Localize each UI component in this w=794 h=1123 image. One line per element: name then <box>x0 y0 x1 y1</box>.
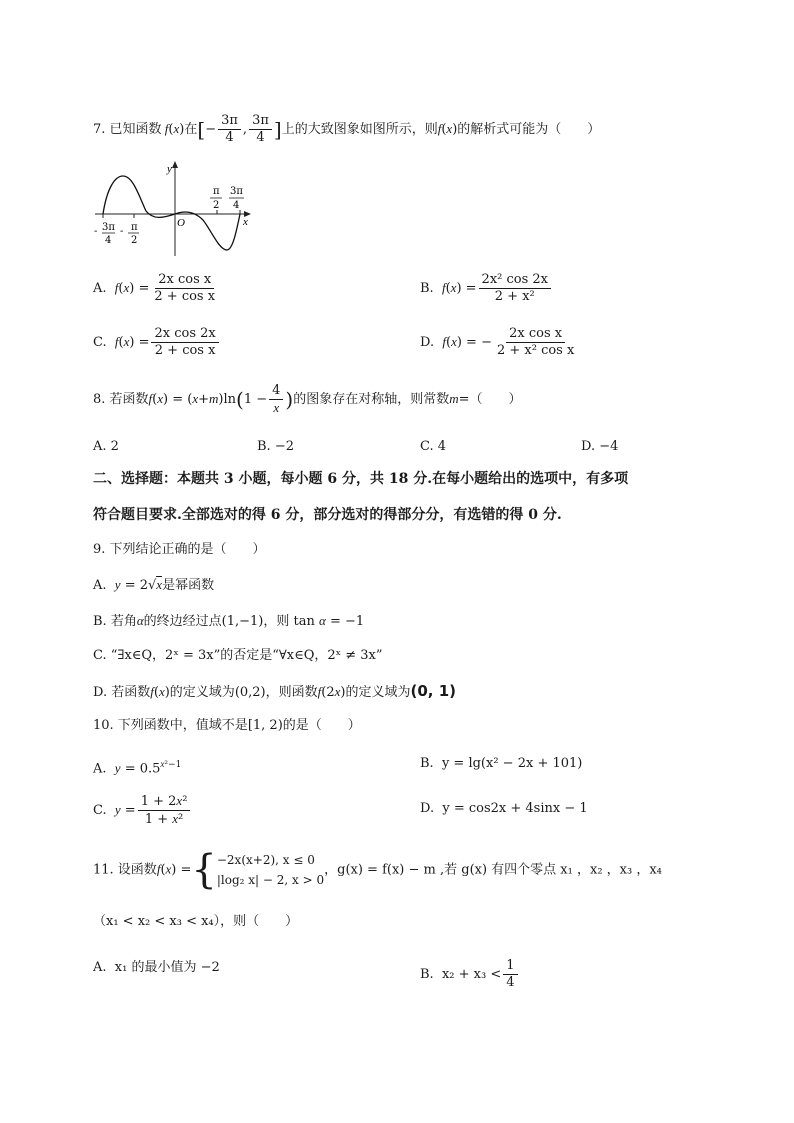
q10-option-c: C. y = $\frac{\text{1 + 2x²}}{\text{1 + x²}}$ <box>93 793 192 828</box>
q7-option-c: C. f(x) = $\frac{\text{2x cos 2x}}{\text{2 + cos x}}$ <box>93 326 221 359</box>
q7-interval-right: $\frac{3\pi}{4}$ <box>249 113 272 146</box>
tick-3pi4-den: 4 <box>233 200 240 211</box>
q7-stem: 7. 已知函数 f(x)在[− $\frac{3\pi}{4}$ , $\frac{3\pi}{4}$ ]上的大致图象如图所示，则f(x)的解析式可能为（ ） <box>93 113 601 145</box>
q11-case1: −2x(x+2), x ≤ 0 <box>216 853 315 867</box>
tick-pi2-den: 2 <box>213 200 220 211</box>
q10-stem: 10. 下列函数中，值域不是[1, 2)的是（ ） <box>93 718 361 733</box>
q8-stem: 8. 若函数f(x) = (x+m)ln(1 − $\frac{4}{x}$ )的图象存在对称轴，则常数m=（ ） <box>93 383 522 415</box>
q7-option-b: B. f(x) = $\frac{\text{2x² cos 2x}}{\text{2 + x²}}$ <box>420 272 553 305</box>
q8-option-b: B. −2 <box>257 439 294 454</box>
q7-option-a: A. f(x) = $\frac{\text{2x cos x}}{\text{2 + cos x}}$ <box>93 272 216 304</box>
tick-neg-pi2-num: π <box>131 222 138 233</box>
section2-line1: 二、选择题：本题共 3 小题，每小题 6 分，共 18 分.在每小题给出的选项中，有多项 <box>93 471 629 487</box>
tick-neg-pi2-den: 2 <box>131 235 138 246</box>
q7-prefix: 7. 已知函数 <box>93 122 162 137</box>
tick-3pi4-num: 3π <box>230 186 243 197</box>
q7-interval-left: $\frac{3\pi}{4}$ <box>218 113 241 146</box>
q9-option-c: C. “∃x∈Q，2ˣ = 3x”的否定是“∀x∈Q，2ˣ ≠ 3x” <box>93 648 383 663</box>
q8-option-c: C. 4 <box>420 439 447 454</box>
tick-pi2-num: π <box>213 186 220 197</box>
q7-mid: 在 <box>184 122 198 137</box>
q11-mid: ，g(x) = f(x) − m ,若 g(x) 有四个零点 x₁ ，x₂ ，x₃ ，x₄ <box>324 862 662 878</box>
q11-option-b: B. x₂ + x₃ < $\frac{1}{4}$ <box>420 958 520 991</box>
q10-option-b: B. y = lg(x² − 2x + 101) <box>420 756 583 771</box>
q7-graph <box>93 158 258 258</box>
q7-suffix2: 的解析式可能为（ ） <box>457 122 601 137</box>
graph-y-arrow <box>172 161 178 168</box>
section2-line2: 符合题目要求.全部选对的得 6 分，部分选对的得部分分，有选错的得 0 分. <box>93 507 562 523</box>
q8-option-a: A. 2 <box>93 439 119 454</box>
svg-text:-: - <box>94 226 98 237</box>
q7-suffix: 上的大致图象如图所示，则 <box>281 122 438 137</box>
tick-neg-3pi4-num: 3π <box>102 222 115 233</box>
q11-stem: 11. 设函数f(x) ={ −2x(x+2), x ≤ 0 |log₂ x| − 2, x > 0 ，g(x) = f(x) − m ,若 g(x) 有四个零点 x₁ ，x₂ ，x₃ ，x₄ <box>93 847 662 893</box>
q10-option-d: D. y = cos2x + 4sinx − 1 <box>420 801 588 816</box>
q9-option-a: A. y = 2√x是幂函数 <box>93 577 215 593</box>
q11-option-a: A. x₁ 的最小值为 −2 <box>93 960 220 975</box>
svg-text:-: - <box>120 226 124 237</box>
graph-x-label: x <box>243 216 248 228</box>
q9-option-b: B. 若角α的终边经过点(1,−1)，则 tan α = −1 <box>93 613 365 629</box>
graph-origin: O <box>177 217 185 229</box>
q9-stem: 9. 下列结论正确的是（ ） <box>93 542 266 557</box>
q7-option-d: D. f(x) = − $\frac{\text{2x cos x}}{\text{2 + x² cos x}}$ <box>420 326 575 358</box>
q8-option-d: D. −4 <box>581 439 619 454</box>
q11-line2: （x₁ < x₂ < x₃ < x₄），则（ ） <box>93 914 299 929</box>
tick-neg-3pi4-den: 4 <box>105 235 112 246</box>
q11-case2: |log₂ x| − 2, x > 0 <box>216 873 325 887</box>
graph-y-label: y <box>167 163 172 175</box>
q10-option-a: A. $y = 0.5^{x^2-1}$ <box>93 759 182 777</box>
q9-option-d: D. 若函数f(x)的定义域为(0,2)，则函数f(2x)的定义域为(0, 1) <box>93 682 457 700</box>
